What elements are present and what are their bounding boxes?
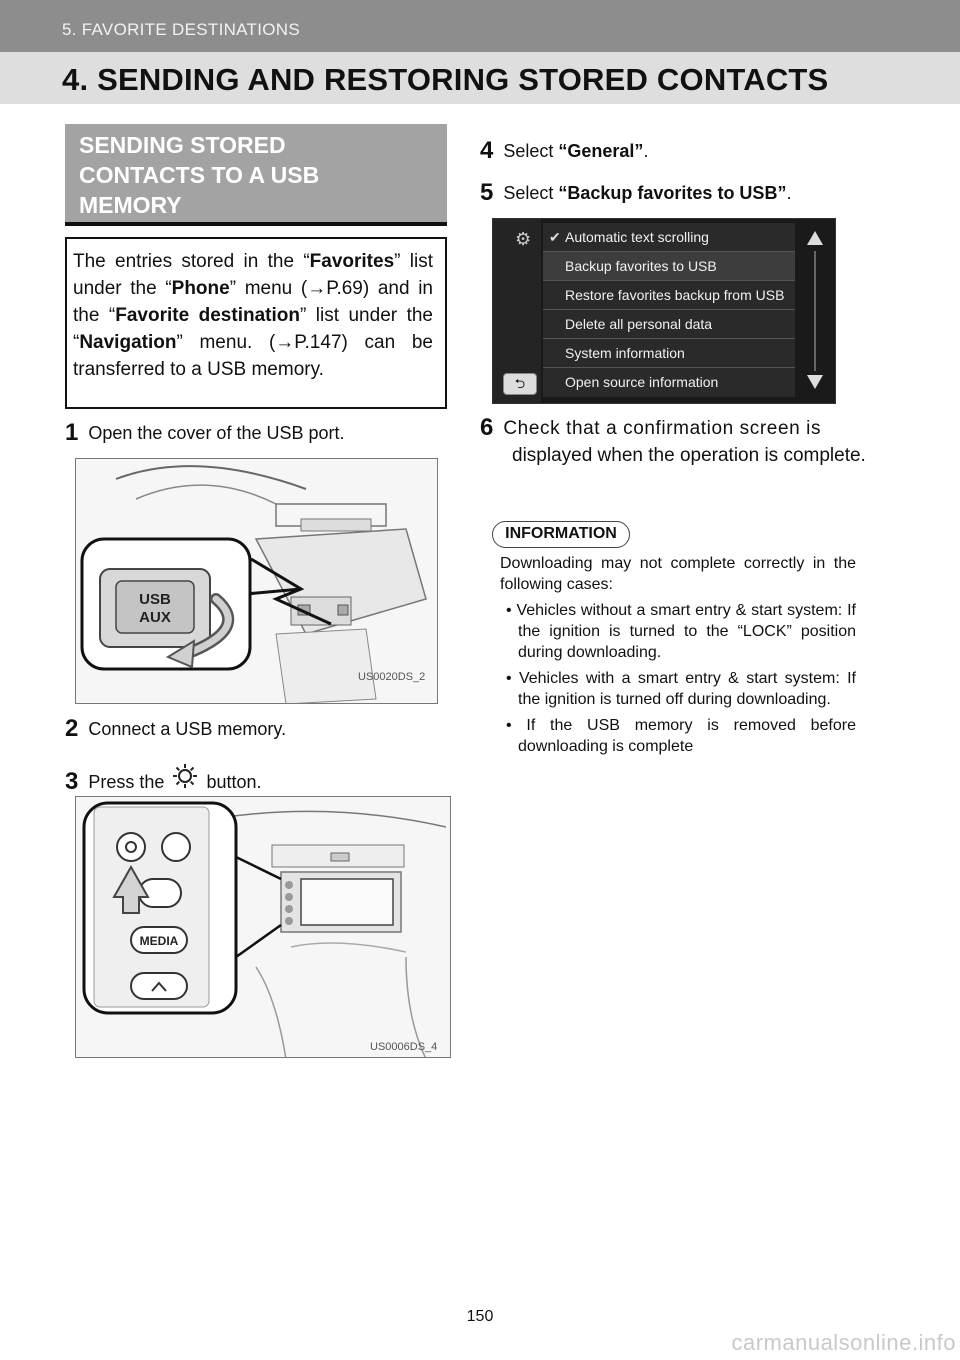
step-5 [480, 180, 791, 206]
step-5-text-pre: Select [503, 183, 559, 203]
section-heading: SENDING STORED CONTACTS TO A USB MEMORY [79, 132, 320, 218]
settings-gear-icon [171, 762, 199, 790]
step-2-text: Connect a USB memory. [88, 719, 287, 739]
intro-phone: Phone [171, 278, 230, 299]
settings-item-automatic-text-scrolling[interactable]: ✔ Automatic text scrolling [543, 223, 795, 252]
settings-item-delete-personal-data[interactable]: Delete all personal data [543, 310, 795, 339]
step-4 [480, 138, 648, 164]
figure-1-caption: US0020DS_2 [358, 671, 426, 683]
step-6 [480, 414, 868, 469]
step-5-text-post: . [786, 183, 792, 203]
step-3-text-post: button. [206, 772, 262, 792]
settings-item-open-source-information[interactable]: Open source information [543, 368, 795, 397]
step-3-number: 3 [65, 768, 79, 795]
step-2-number: 2 [65, 715, 79, 742]
intro-favorite-destination: Favorite destination [115, 305, 300, 326]
intro-favorites: Favorites [309, 251, 395, 272]
step-1-text: Open the cover of the USB port. [88, 423, 345, 443]
dashboard-illustration [76, 797, 451, 1058]
step-4-general: “General” [558, 141, 644, 161]
information-text [500, 553, 856, 757]
intro-box [65, 237, 447, 409]
step-4-text-post: . [643, 141, 649, 161]
step-4-text-pre: Select [503, 141, 559, 161]
screen-left-column [493, 219, 541, 404]
general-settings-screen [492, 218, 836, 404]
scroll-up-icon[interactable] [807, 231, 823, 245]
settings-item-backup-favorites[interactable]: Backup favorites to USB [543, 252, 795, 281]
section-header-bar [0, 0, 960, 52]
information-bullet: • Vehicles without a smart entry & start system: If the ignition is turned to the “LOCK” position during downloading. [506, 602, 856, 661]
information-bullets [500, 600, 856, 757]
title-bar [0, 52, 960, 104]
step-1 [65, 420, 345, 446]
step-6-number: 6 [480, 414, 494, 441]
check-icon: ✔ [549, 229, 561, 245]
step-4-number: 4 [480, 137, 494, 164]
scroll-track [814, 251, 816, 371]
general-settings-gear-icon: ⚙ [515, 229, 532, 249]
section-label: 5. FAVORITE DESTINATIONS [62, 20, 300, 39]
watermark: carmanualsonline.info [731, 1330, 956, 1355]
back-button[interactable]: ⮌ [503, 373, 537, 395]
intro-navigation: Navigation [79, 332, 177, 353]
step-2 [65, 716, 286, 742]
page-title: 4. SENDING AND RESTORING STORED CONTACTS [62, 62, 829, 97]
usb-label: USB [139, 591, 171, 608]
settings-list [543, 223, 795, 401]
section-heading-box [65, 124, 447, 226]
step-1-number: 1 [65, 419, 79, 446]
intro-text-1: The entries stored in the “ [73, 251, 310, 272]
step-5-number: 5 [480, 179, 494, 206]
information-bullet: • Vehicles with a smart entry & start system: If the ignition is turned off during downloading. [506, 670, 856, 708]
aux-label: AUX [139, 609, 171, 626]
dashboard-buttons-figure [75, 796, 451, 1058]
scroll-down-icon[interactable] [807, 375, 823, 389]
information-lead: Downloading may not complete correctly in the following cases: [500, 555, 856, 593]
step-3-text-pre: Press the [88, 772, 165, 792]
settings-item-restore-favorites[interactable]: Restore favorites backup from USB [543, 281, 795, 310]
information-badge: INFORMATION [492, 521, 630, 548]
intro-text-5: ” menu. (→P.147) can be transferred to a USB memory. [73, 332, 433, 380]
media-button-label: MEDIA [139, 934, 179, 948]
step-5-backup: “Backup favorites to USB” [558, 183, 787, 203]
step-6-text-rest: displayed when the operation is complete. [512, 445, 866, 466]
information-bullet: • If the USB memory is removed before downloading is complete [506, 717, 856, 755]
settings-scrollbar[interactable] [805, 225, 825, 399]
usb-port-illustration [76, 459, 438, 704]
step-3 [65, 762, 261, 795]
usb-port-figure [75, 458, 438, 704]
intro-text-4: ” list under the “ [73, 305, 433, 353]
intro-text-3: ” menu (→P.69) and in the “ [73, 278, 433, 326]
intro-text-2: ” list under the “ [73, 251, 433, 299]
settings-item-system-information[interactable]: System information [543, 339, 795, 368]
page-number: 150 [466, 1308, 494, 1325]
step-6-text-line1: Check that a confirmation screen is [503, 418, 822, 439]
figure-2-caption: US0006DS_4 [370, 1041, 438, 1053]
